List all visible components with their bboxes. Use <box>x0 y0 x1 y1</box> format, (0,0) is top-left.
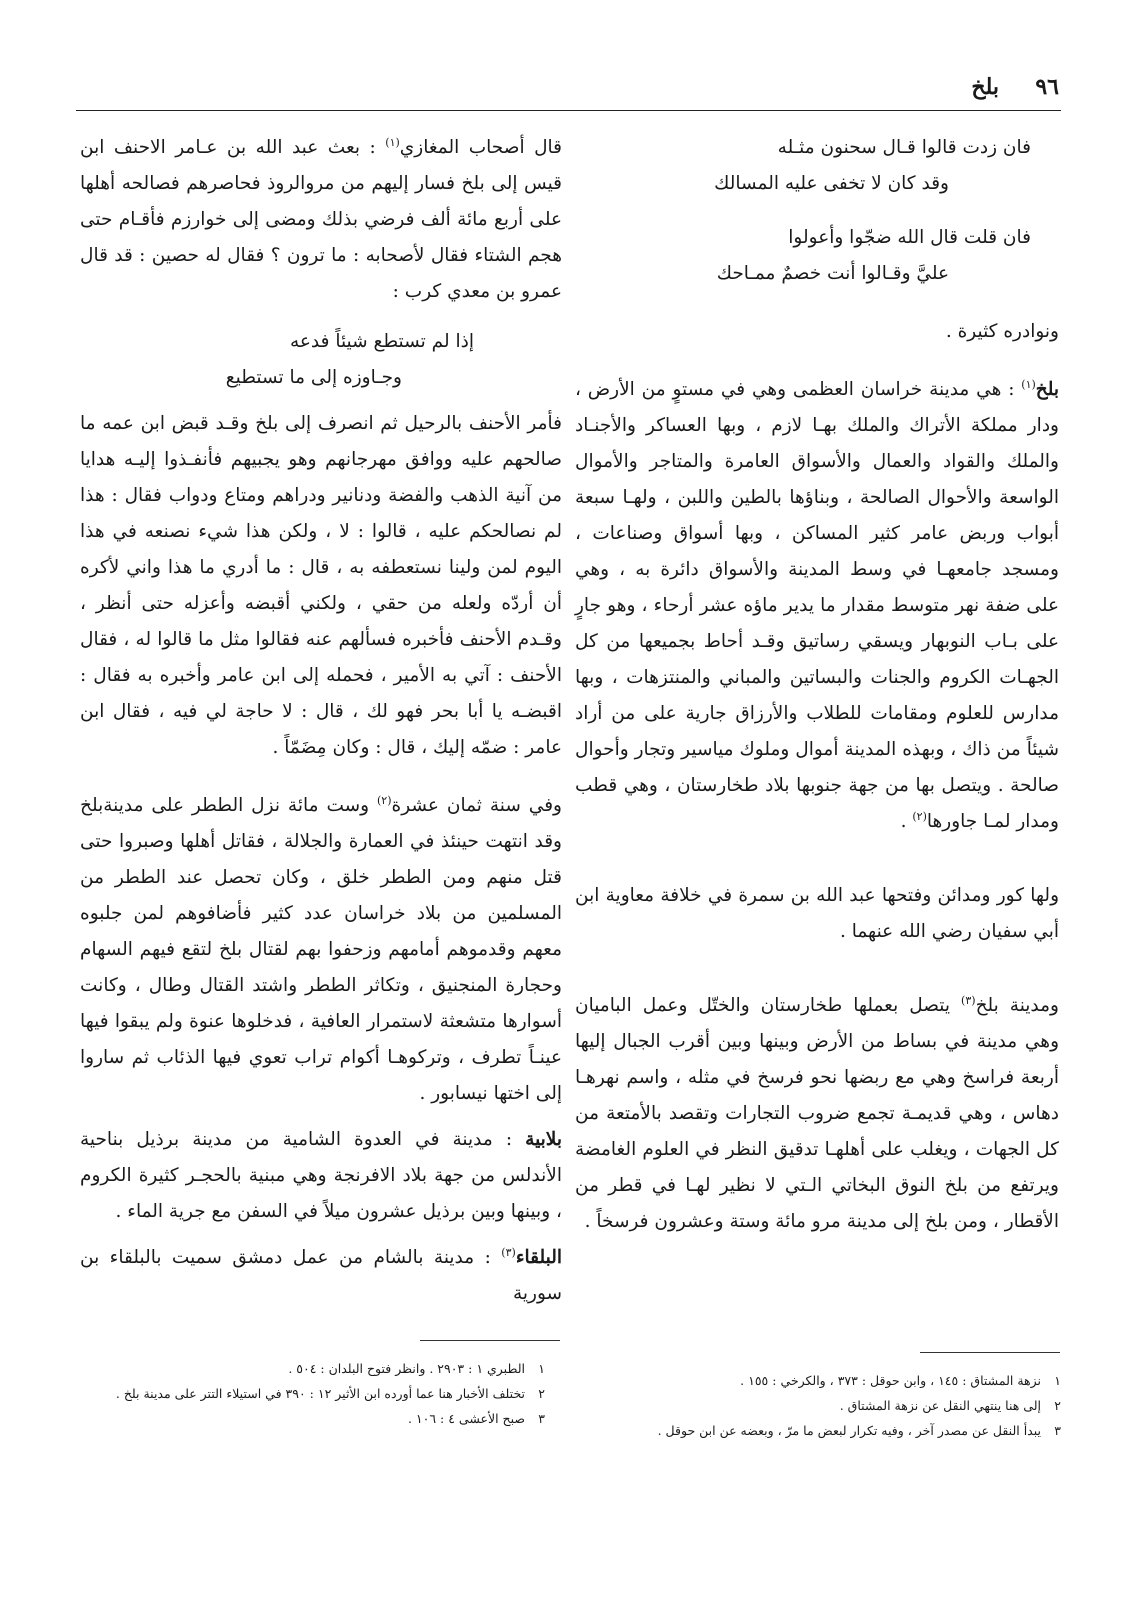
footnote-marker: (٣) <box>501 1245 516 1259</box>
paragraph: ومدينة بلخ$^{(٣)}$ يتصل بعملها طخارستان والختّل وعمل الباميان وهي مدينة في بساط من الأرض وبينها وبين أقرب الجبال إليها أربعة فراسخ وهي مع ربضها نحو فرسخ في مثله ، واسم نهرهـا دهاس ، وهي قديمـة تجمع ضروب التجارات وتقصد بالأمتعة من كل الجهات ، ويغلب على أهلهـا تدقيق النظر في العلوم الغامضة ويرتفع من بلخ النوق البخاتي الـتي لا نظير لهـا في قطر من الأقطار ، ومن بلخ إلى مدينة مرو مائة وستة وعشرون فرسخاً . <box>575 993 1059 1232</box>
footnote-rule <box>920 1352 1060 1353</box>
paragraph: قال أصحاب المغازي$^{(١)}$ : بعث عبد الله بن عـامر الاحنف ابن قيس إلى بلخ فسار إليهم من مروالروذ فحاصرهم فصالحه أهلها على أربع مائة ألف فرضي بذلك ومضى إلى خوارزم فأقـام حتى هجم الشتاء فقال لأصحابه : ما ترون ؟ فقال له حصين : قد قال عمرو بن معدي كرب : <box>80 135 563 302</box>
entry-balabiya: بلابية : مدينة في العدوة الشامية من مدينة برذيل بناحية الأندلس من جهة بلاد الافرنجة وهي مبنية بالحجـر كثيرة الكروم ، وبينها وبين برذيل عشرون ميلاً في السفن مع جرية الماء . <box>80 1129 562 1222</box>
footnote: ٢إلى هنا ينتهي النقل عن نزهة المشتاق . <box>839 1398 1061 1413</box>
paragraph: وفي سنة ثمان عشرة$^{(٢)}$ وست مائة نزل الططر على مدينةبلخ وقد انتهت حينئذ في العمارة والجلالة ، فقاتل أهلها وصبروا حتى قتل منهم ومن الططر خلق ، وكان تحصل عند الططر من المسلمين من بلاد خراسان عدد كثير فأضافوهم لمن جلبوه معهم وقدموهم أمامهم وزحفوا بهم لقتال بلخ لتقع فيهم السهام وحجارة المنجنيق ، وتكاثر الططر واشتد القتال وطال ، وكانت أسوارها متشعثة لاستمرار العافية ، فدخلوها عنوة ولم يبقوا فيها عينـاً تطرف ، وتركوهـا أكوام تراب تعوي فيها الذئاب ثم ساروا إلى اختها نيسابور . <box>80 793 562 1104</box>
entry-balkh: بلخ$^{(١)}$ : هي مدينة خراسان العظمى وهي في مستوٍ من الأرض ، ودار مملكة الأتراك والملك بهـا لازم ، وبها العساكر والأجنـاد والملك والقواد والعمال والأسواق العامرة والمتاجر والأموال الواسعة والأحوال الصالحة ، وبناؤها بالطين واللبن ، ولهـا سبعة أبواب وربض عامر كثير المساكن ، وبها أسواق وصناعات ، ومسجد جامعهـا في وسط المدينة والأسواق دائرة به ، وهي على ضفة نهر متوسط مقدار ما يدير ماؤه عشر أرحاء ، وهو جارٍ على بـاب النوبهار ويسقي رساتيق وقـد أحاط بجميعها من كل الجهـات الكروم والجنات والبساتين والمباني والمنتزهات ، وبها مدارس للعلوم ومقامات للطلاب والأرزاق جارية على من أراد شيئاً من ذاك ، وبهذه المدينة أموال وملوك مياسير وتجار وأحوال صالحة . ويتصل بها من جهة جنوبها بلاد طخارستان ، وهي قطب ومدار لمـا جاورها$^{(٢)}$ . <box>575 377 1059 832</box>
verse-line: فان قلت قال الله ضجّوا وأعولوا <box>788 227 1031 248</box>
verse-line: وجـاوزه إلى ما تستطيع <box>225 367 402 388</box>
verse-line: وقد كان لا تخفى عليه المسالك <box>714 173 949 194</box>
headword: بلابية <box>525 1129 562 1150</box>
headword: البلقاء <box>515 1247 562 1268</box>
footnote-rule <box>420 1340 560 1341</box>
verse-line: عليَّ وقـالوا أنت خصمٌ ممـاحك <box>716 263 949 284</box>
page-number: ٩٦ <box>1035 74 1059 100</box>
footnote-marker: (١) <box>385 135 400 149</box>
paragraph: فأمر الأحنف بالرحيل ثم انصرف إلى بلخ وقـد قبض ابن عمه ما صالحهم عليه ووافق مهرجانهم وهو يجبيهم فأنفـذوا إليـه هدايا من آنية الذهب والفضة ودنانير ودراهم ومتاع ودواب فقال : هذا لم نصالحكم عليه ، قالوا : لا ، ولكن هذا شيء نصنعه في هذا اليوم لمن ولينا نستعطفه به ، قال : ما أدري ما هذا واني لأكره أن أردّه ولعله من حقي ، ولكني أقبضه وأعزله حتى أنظر ، وقـدم الأحنف فأخبره فسألهم عنه فقالوا مثل ما قالوا له ، فقال الأحنف : آتي به الأمير ، فحمله إلى ابن عامر وأخبره به فقال : اقبضـه يا أبا بحر فهو لك ، قال : لا حاجة لي فيه ، فقال ابن عامر : ضمّه إليك ، قال : وكان مِضَمّاً . <box>80 413 562 758</box>
paragraph: ونوادره كثيرة . <box>945 321 1059 342</box>
footnote-marker: (٢) <box>912 809 927 823</box>
footnote: ٣يبدأ النقل عن مصدر آخر ، وفيه تكرار لبعض ما مرّ ، وبعضه عن ابن حوقل . <box>657 1423 1061 1438</box>
running-title: بلخ <box>971 74 999 100</box>
footnote-marker: (٣) <box>961 993 976 1007</box>
footnote: ٣صبح الأعشى ٤ : ١٠٦ . <box>407 1411 545 1426</box>
right-footnotes <box>601 1368 1061 1443</box>
footnote-marker: (٢) <box>376 793 392 807</box>
footnote: ١الطبري ١ : ٢٩٠٣ . وانظر فتوح البلدان : ٥٠٤ . <box>288 1361 545 1376</box>
left-column <box>80 130 562 1312</box>
footnote-marker: (١) <box>1021 377 1036 391</box>
footnote: ١نزهة المشتاق : ١٤٥ ، وابن حوقل : ٣٧٣ ، والكرخي : ١٥٥ . <box>740 1373 1061 1388</box>
left-footnotes <box>85 1356 545 1431</box>
paragraph: ولها كور ومدائن وفتحها عبد الله بن سمرة في خلافة معاوية ابن أبي سفيان رضي الله عنهما . <box>575 885 1059 942</box>
verse-line: فان زدت قالوا قـال سحنون مثـله <box>777 137 1031 158</box>
headword: بلخ <box>1035 379 1059 400</box>
right-column <box>575 130 1059 1240</box>
footnote: ٢تختلف الأخبار هنا عما أورده ابن الأثير ١٢ : ٣٩٠ في استيلاء التتر على مدينة بلخ . <box>115 1386 545 1401</box>
entry-balqa: البلقاء$^{(٣)}$ : مدينة بالشام من عمل دمشق سميت بالبلقاء بن سورية <box>80 1245 562 1304</box>
page-header <box>76 72 1061 111</box>
verse-line: إذا لم تستطع شيئاً فدعه <box>289 331 474 352</box>
